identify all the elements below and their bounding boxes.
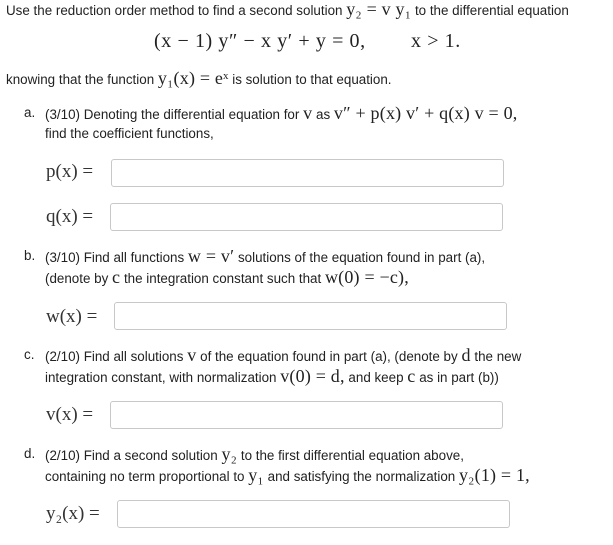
part-c-keep: and keep — [348, 370, 404, 385]
part-b-math-w: w = v′ — [187, 246, 235, 266]
main-equation: (x − 1) y″ − x y′ + y = 0, — [154, 30, 366, 52]
part-d-text: (2/10) Find a second solution — [45, 448, 218, 463]
part-c-label: c. — [24, 347, 35, 362]
part-b-var-c: c — [112, 267, 121, 287]
part-c-tail: the new — [474, 349, 522, 364]
part-a-as: as — [316, 107, 331, 122]
part-a-line-2: find the coefficient functions, — [45, 126, 214, 141]
part-b-mid: the integration constant such that — [123, 271, 322, 286]
y2-label: y₂(x) = — [46, 503, 100, 524]
part-b-denote: (denote by — [45, 271, 109, 286]
part-c-var-d: d — [461, 345, 471, 365]
intro-line-3 — [6, 69, 392, 89]
part-d-label: d. — [24, 446, 36, 461]
part-c-normalization: integration constant, with normalization — [45, 370, 277, 385]
part-d-condition: y₂(1) = 1, — [458, 465, 530, 485]
part-b-line-1 — [45, 247, 485, 267]
v-label: v(x) = — [46, 404, 94, 425]
part-a-text: (3/10) Denoting the differential equation for — [45, 107, 300, 122]
part-b-line-2 — [45, 268, 409, 288]
part-c-var-c: c — [407, 366, 416, 386]
part-d-tail: to the first differential equation above, — [240, 448, 464, 463]
part-c-var-v: v — [187, 345, 197, 365]
intro-line-1 — [6, 0, 569, 20]
part-c-condition: v(0) = d, — [280, 366, 345, 386]
p-input[interactable] — [111, 159, 504, 187]
part-c-mid: of the equation found in part (a), (denote by — [200, 349, 458, 364]
intro-text: Use the reduction order method to find a second solution — [6, 3, 343, 18]
intro-known-function: y₁(x) = eˣ — [157, 68, 229, 88]
part-a-label: a. — [24, 105, 36, 120]
intro-text-tail: to the differential equation — [414, 3, 569, 18]
part-d-math-y1: y₁ — [248, 465, 264, 485]
part-d-containing: containing no term proportional to — [45, 469, 245, 484]
intro-math-y2: y₂ = v y₁ — [346, 0, 412, 19]
part-c-as-in: as in part (b)) — [419, 370, 499, 385]
part-d-line-1 — [45, 445, 464, 465]
part-a-var-v: v — [303, 103, 313, 123]
part-d-math-y2: y₂ — [221, 444, 238, 464]
part-b-label: b. — [24, 248, 36, 263]
intro-known-tail: is solution to that equation. — [232, 72, 392, 87]
part-c-text: (2/10) Find all solutions — [45, 349, 184, 364]
q-input[interactable] — [110, 203, 503, 231]
v-input[interactable] — [110, 401, 503, 429]
part-d-mid: and satisfying the normalization — [267, 469, 456, 484]
y2-input[interactable] — [117, 500, 510, 528]
w-label: w(x) = — [46, 306, 98, 327]
part-a-line-1 — [45, 104, 517, 124]
part-b-condition: w(0) = −c), — [324, 267, 409, 287]
domain-condition: x > 1. — [411, 30, 461, 52]
part-a-equation: v″ + p(x) v′ + q(x) v = 0, — [333, 103, 518, 123]
intro-known-text: knowing that the function — [6, 72, 155, 87]
p-label: p(x) = — [46, 161, 94, 182]
part-d-line-2 — [45, 466, 530, 486]
part-b-tail: solutions of the equation found in part (a), — [237, 250, 486, 265]
q-label: q(x) = — [46, 206, 94, 227]
w-input[interactable] — [114, 302, 507, 330]
part-c-line-2 — [45, 367, 499, 387]
part-c-line-1 — [45, 346, 521, 366]
part-b-text: (3/10) Find all functions — [45, 250, 185, 265]
